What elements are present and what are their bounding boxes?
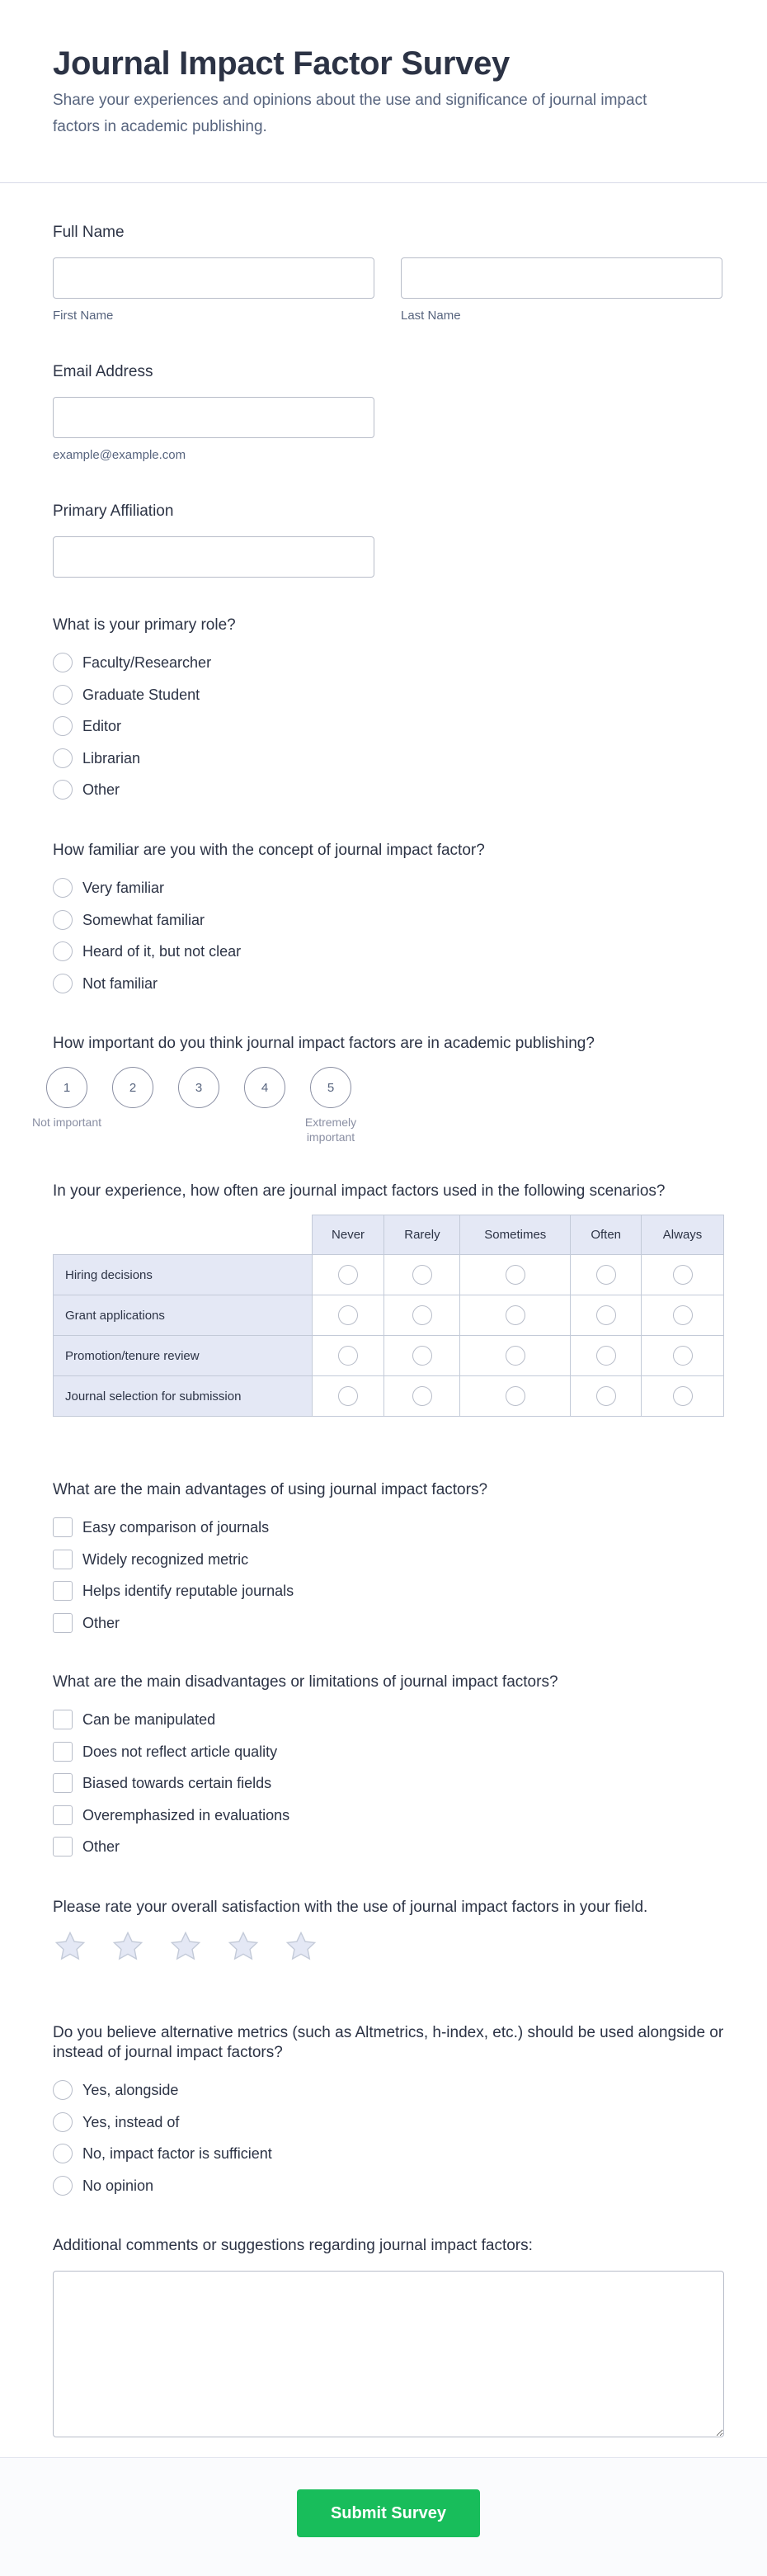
- radio-button[interactable]: [53, 716, 73, 736]
- satisfaction-section: [53, 1898, 696, 1964]
- role-option[interactable]: [53, 710, 236, 743]
- scale-high-caption: Extremely important: [304, 1116, 357, 1144]
- familiarity-option[interactable]: [53, 904, 485, 937]
- familiarity-option[interactable]: [53, 872, 485, 904]
- radio-button[interactable]: [53, 974, 73, 993]
- matrix-radio[interactable]: [506, 1265, 525, 1285]
- alternative-option-label: Yes, alongside: [82, 2082, 179, 2099]
- last-name-input[interactable]: [401, 257, 722, 299]
- disadvantages-question: What are the main disadvantages or limitations of journal impact factors?: [53, 1673, 558, 1691]
- matrix-radio[interactable]: [596, 1265, 616, 1285]
- matrix-radio[interactable]: [338, 1305, 358, 1325]
- disadvantage-option[interactable]: [53, 1767, 558, 1800]
- checkbox[interactable]: [53, 1710, 73, 1729]
- matrix-radio[interactable]: [338, 1265, 358, 1285]
- matrix-column-header: Often: [571, 1215, 642, 1255]
- alternatives-section: [53, 2023, 724, 2201]
- radio-button[interactable]: [53, 685, 73, 705]
- matrix-radio[interactable]: [673, 1265, 693, 1285]
- matrix-radio[interactable]: [506, 1305, 525, 1325]
- familiarity-question: How familiar are you with the concept of journal impact factor?: [53, 842, 485, 859]
- alternative-option[interactable]: [53, 2170, 724, 2202]
- affiliation-input[interactable]: [53, 536, 374, 578]
- email-section: [53, 362, 374, 463]
- disadvantages-options: [53, 1704, 558, 1863]
- role-option[interactable]: [53, 679, 236, 711]
- radio-button[interactable]: [53, 2080, 73, 2100]
- email-input[interactable]: [53, 397, 374, 438]
- checkbox[interactable]: [53, 1550, 73, 1569]
- disadvantage-option-label: Biased towards certain fields: [82, 1775, 272, 1792]
- role-options: [53, 647, 236, 806]
- role-option[interactable]: [53, 774, 236, 806]
- matrix-radio[interactable]: [596, 1386, 616, 1406]
- role-option-label: Librarian: [82, 749, 141, 767]
- alternative-option[interactable]: [53, 2074, 724, 2107]
- advantage-option-label: Easy comparison of journals: [82, 1519, 270, 1536]
- matrix-radio[interactable]: [338, 1346, 358, 1366]
- advantages-section: [53, 1480, 487, 1639]
- form-subtitle: Share your experiences and opinions about the use and significance of journal impact factors in academic publishing.: [53, 92, 647, 135]
- alternatives-options: [53, 2074, 724, 2201]
- disadvantage-option-label: Other: [82, 1838, 120, 1856]
- matrix-radio[interactable]: [673, 1346, 693, 1366]
- alternative-option[interactable]: [53, 2138, 724, 2170]
- role-option-label: Other: [82, 781, 120, 799]
- matrix-row-label: Grant applications: [54, 1295, 313, 1336]
- matrix-row: [54, 1295, 724, 1336]
- advantage-option[interactable]: [53, 1544, 487, 1576]
- matrix-radio[interactable]: [673, 1386, 693, 1406]
- familiarity-option-label: Very familiar: [82, 880, 165, 897]
- advantage-option-label: Widely recognized metric: [82, 1550, 249, 1568]
- alternative-option[interactable]: [53, 2107, 724, 2139]
- matrix-radio[interactable]: [506, 1346, 525, 1366]
- radio-button[interactable]: [53, 941, 73, 961]
- first-name-sublabel: First Name: [53, 309, 114, 323]
- satisfaction-question: Please rate your overall satisfaction with the use of journal impact factors in your field.: [53, 1899, 648, 1916]
- matrix-radio[interactable]: [412, 1305, 432, 1325]
- disadvantage-option[interactable]: [53, 1704, 558, 1736]
- comments-textarea[interactable]: [53, 2271, 724, 2437]
- scale-option-5[interactable]: 5: [310, 1067, 351, 1108]
- role-option-label: Faculty/Researcher: [82, 654, 212, 672]
- star-icon[interactable]: [226, 1929, 261, 1964]
- radio-button[interactable]: [53, 2144, 73, 2163]
- first-name-input[interactable]: [53, 257, 374, 299]
- email-label: Email Address: [53, 363, 153, 380]
- form-header: [0, 0, 767, 183]
- advantages-question: What are the main advantages of using journal impact factors?: [53, 1481, 488, 1498]
- radio-button[interactable]: [53, 878, 73, 898]
- radio-button[interactable]: [53, 2176, 73, 2196]
- alternatives-question: Do you believe alternative metrics (such as Altmetrics, h-index, etc.) should be used alongside or instead of journal impact factors?: [53, 2024, 724, 2061]
- importance-scale: [31, 1067, 595, 1144]
- disadvantage-option[interactable]: [53, 1736, 558, 1768]
- advantage-option[interactable]: [53, 1575, 487, 1607]
- checkbox[interactable]: [53, 1837, 73, 1857]
- matrix-radio[interactable]: [412, 1346, 432, 1366]
- advantage-option[interactable]: [53, 1512, 487, 1544]
- role-section: [53, 616, 236, 806]
- checkbox[interactable]: [53, 1613, 73, 1633]
- radio-button[interactable]: [53, 910, 73, 930]
- disadvantage-option-label: Can be manipulated: [82, 1711, 216, 1729]
- matrix-radio[interactable]: [506, 1386, 525, 1406]
- radio-button[interactable]: [53, 653, 73, 672]
- disadvantage-option-label: Does not reflect article quality: [82, 1743, 278, 1760]
- frequency-section: [53, 1182, 724, 1417]
- frequency-question: In your experience, how often are journal impact factors used in the following scenarios?: [53, 1182, 666, 1200]
- advantage-option-label: Helps identify reputable journals: [82, 1583, 294, 1600]
- checkbox[interactable]: [53, 1805, 73, 1825]
- star-icon[interactable]: [53, 1929, 87, 1964]
- familiarity-option-label: Heard of it, but not clear: [82, 943, 242, 960]
- matrix-radio[interactable]: [596, 1305, 616, 1325]
- matrix-row-label: Promotion/tenure review: [54, 1336, 313, 1376]
- advantages-options: [53, 1512, 487, 1639]
- checkbox[interactable]: [53, 1773, 73, 1793]
- matrix-row: [54, 1376, 724, 1417]
- last-name-sublabel: Last Name: [401, 309, 461, 323]
- alternative-option-label: Yes, instead of: [82, 2113, 180, 2130]
- importance-section: [31, 1034, 595, 1144]
- advantage-option[interactable]: [53, 1607, 487, 1639]
- alternative-option-label: No opinion: [82, 2177, 154, 2194]
- matrix-column-header: Never: [312, 1215, 384, 1255]
- disadvantages-section: [53, 1673, 558, 1863]
- matrix-radio[interactable]: [412, 1265, 432, 1285]
- alternative-option-label: No, impact factor is sufficient: [82, 2145, 272, 2163]
- frequency-matrix: [53, 1215, 724, 1417]
- scale-option-4[interactable]: 4: [244, 1067, 285, 1108]
- familiarity-option-label: Somewhat familiar: [82, 911, 205, 928]
- role-option-label: Graduate Student: [82, 686, 200, 703]
- radio-button[interactable]: [53, 780, 73, 800]
- comments-label: Additional comments or suggestions regarding journal impact factors:: [53, 2237, 533, 2254]
- importance-question: How important do you think journal impact factors are in academic publishing?: [53, 1035, 595, 1052]
- role-option[interactable]: [53, 743, 236, 775]
- familiarity-section: [53, 841, 485, 999]
- comments-section: [53, 2236, 724, 2437]
- full-name-section: [53, 223, 722, 323]
- matrix-column-header: Sometimes: [460, 1215, 571, 1255]
- scale-option-2[interactable]: 2: [112, 1067, 153, 1108]
- affiliation-section: [53, 502, 374, 578]
- scale-option-3[interactable]: 3: [178, 1067, 219, 1108]
- scale-low-caption: Not important: [31, 1116, 102, 1129]
- matrix-radio[interactable]: [338, 1386, 358, 1406]
- matrix-column-header: Always: [642, 1215, 724, 1255]
- checkbox[interactable]: [53, 1742, 73, 1762]
- email-sublabel: example@example.com: [53, 448, 186, 462]
- radio-button[interactable]: [53, 748, 73, 768]
- star-icon[interactable]: [111, 1929, 145, 1964]
- matrix-row: [54, 1255, 724, 1295]
- checkbox[interactable]: [53, 1581, 73, 1601]
- matrix-column-header: Rarely: [384, 1215, 460, 1255]
- disadvantage-option[interactable]: [53, 1831, 558, 1863]
- form-footer: [0, 2457, 767, 2576]
- matrix-radio[interactable]: [412, 1386, 432, 1406]
- matrix-radio[interactable]: [673, 1305, 693, 1325]
- disadvantage-option[interactable]: [53, 1800, 558, 1832]
- radio-button[interactable]: [53, 2112, 73, 2132]
- matrix-corner: [54, 1215, 313, 1255]
- disadvantage-option-label: Overemphasized in evaluations: [82, 1806, 290, 1823]
- star-rating: [53, 1929, 696, 1964]
- familiarity-option[interactable]: [53, 968, 485, 1000]
- star-icon[interactable]: [284, 1929, 318, 1964]
- affiliation-label: Primary Affiliation: [53, 502, 174, 520]
- full-name-label: Full Name: [53, 224, 125, 241]
- role-question: What is your primary role?: [53, 616, 236, 634]
- matrix-radio[interactable]: [596, 1346, 616, 1366]
- familiarity-option[interactable]: [53, 936, 485, 968]
- submit-button[interactable]: Submit Survey: [297, 2489, 480, 2537]
- checkbox[interactable]: [53, 1517, 73, 1537]
- role-option-label: Editor: [82, 718, 122, 735]
- familiarity-options: [53, 872, 485, 999]
- star-icon[interactable]: [168, 1929, 203, 1964]
- advantage-option-label: Other: [82, 1614, 120, 1631]
- matrix-row-label: Journal selection for submission: [54, 1376, 313, 1417]
- matrix-row-label: Hiring decisions: [54, 1255, 313, 1295]
- familiarity-option-label: Not familiar: [82, 974, 158, 992]
- matrix-row: [54, 1336, 724, 1376]
- form-title: Journal Impact Factor Survey: [53, 45, 511, 82]
- scale-option-1[interactable]: 1: [46, 1067, 87, 1108]
- role-option[interactable]: [53, 647, 236, 679]
